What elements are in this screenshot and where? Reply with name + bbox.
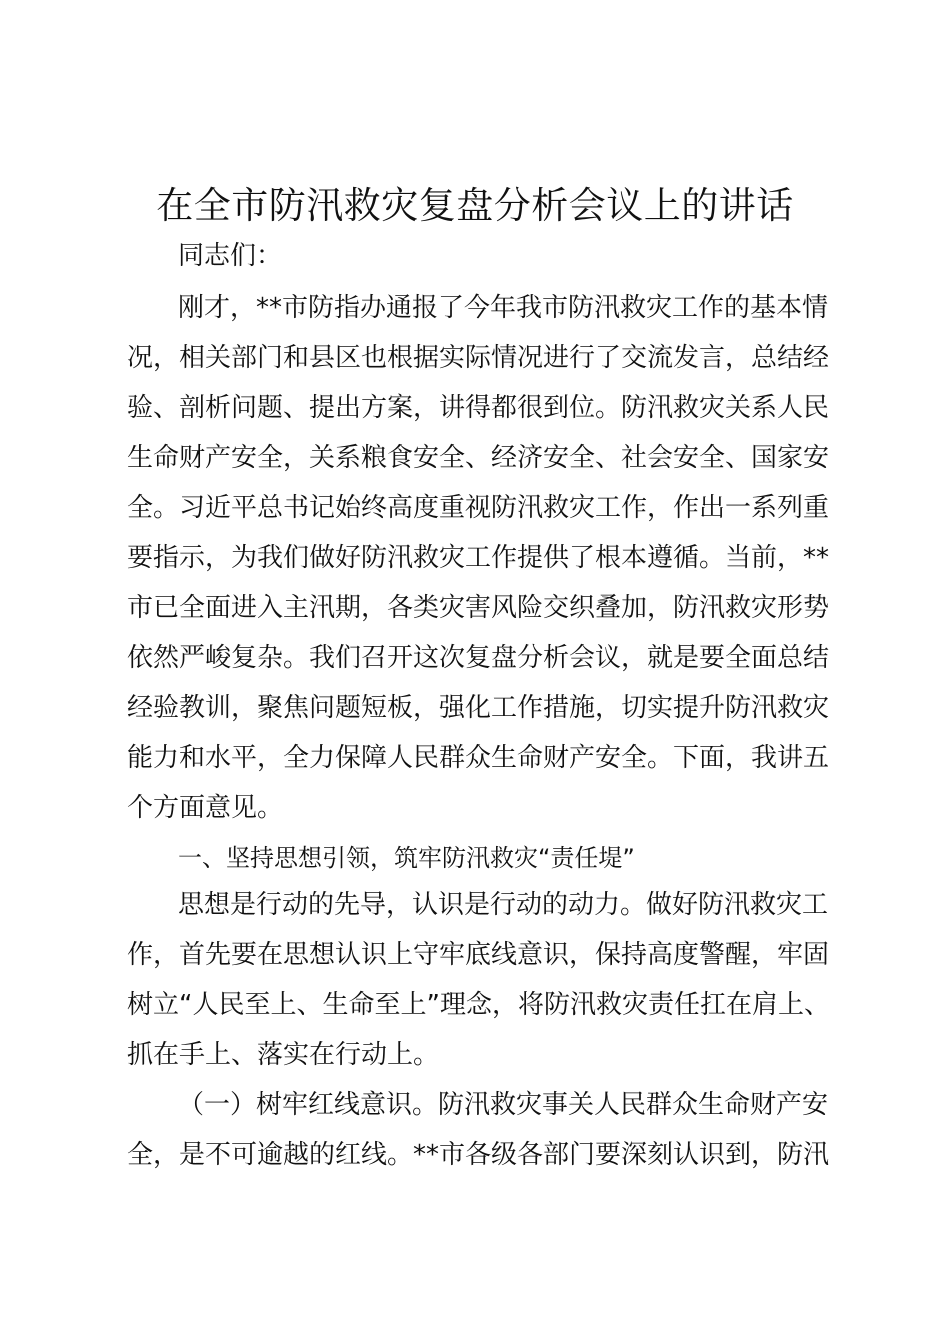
- paragraph-intro: [127, 283, 833, 833]
- paragraph-line: （一）树牢红线意识。防汛救灾事关人民群众生命财产安: [178, 1090, 829, 1120]
- section-heading-text: 一、坚持思想引领，筑牢防汛救灾“责任堤”: [178, 844, 635, 872]
- paragraph-line: 依然严峻复杂。我们召开这次复盘分析会议，就是要全面总结: [127, 643, 830, 673]
- paragraph-line: 树立“人民至上、生命至上”理念，将防汛救灾责任扛在肩上、: [127, 990, 830, 1020]
- paragraph-section-1: [127, 880, 833, 1080]
- paragraph-line: 经验教训，聚焦问题短板，强化工作措施，切实提升防汛救灾: [127, 693, 830, 723]
- paragraph-subsection-1: [127, 1080, 833, 1180]
- paragraph-line: 要指示，为我们做好防汛救灾工作提供了根本遵循。当前，**: [127, 543, 830, 573]
- paragraph-line: 全，是不可逾越的红线。**市各级各部门要深刻认识到，防汛: [127, 1140, 830, 1170]
- paragraph-line: 验、剖析问题、提出方案，讲得都很到位。防汛救灾关系人民: [127, 393, 830, 423]
- paragraph-line: 个方面意见。: [127, 793, 284, 823]
- paragraph-line: 市已全面进入主汛期，各类灾害风险交织叠加，防汛救灾形势: [127, 593, 830, 623]
- paragraph-line: 思想是行动的先导，认识是行动的动力。做好防汛救灾工: [178, 890, 829, 920]
- salutation: 同志们：: [178, 241, 283, 271]
- paragraph-line: 全。习近平总书记始终高度重视防汛救灾工作，作出一系列重: [127, 493, 830, 523]
- document-title: 在全市防汛救灾复盘分析会议上的讲话: [156, 184, 794, 227]
- paragraph-line: 作，首先要在思想认识上守牢底线意识，保持高度警醒，牢固: [127, 940, 830, 970]
- paragraph-line: 能力和水平，全力保障人民群众生命财产安全。下面，我讲五: [127, 743, 830, 773]
- section-heading-1: [127, 833, 833, 883]
- paragraph-line: 刚才，**市防指办通报了今年我市防汛救灾工作的基本情: [178, 293, 829, 323]
- paragraph-line: 况，相关部门和县区也根据实际情况进行了交流发言，总结经: [127, 343, 830, 373]
- paragraph-line: 抓在手上、落实在行动上。: [127, 1040, 440, 1070]
- paragraph-line: 生命财产安全，关系粮食安全、经济安全、社会安全、国家安: [127, 443, 830, 473]
